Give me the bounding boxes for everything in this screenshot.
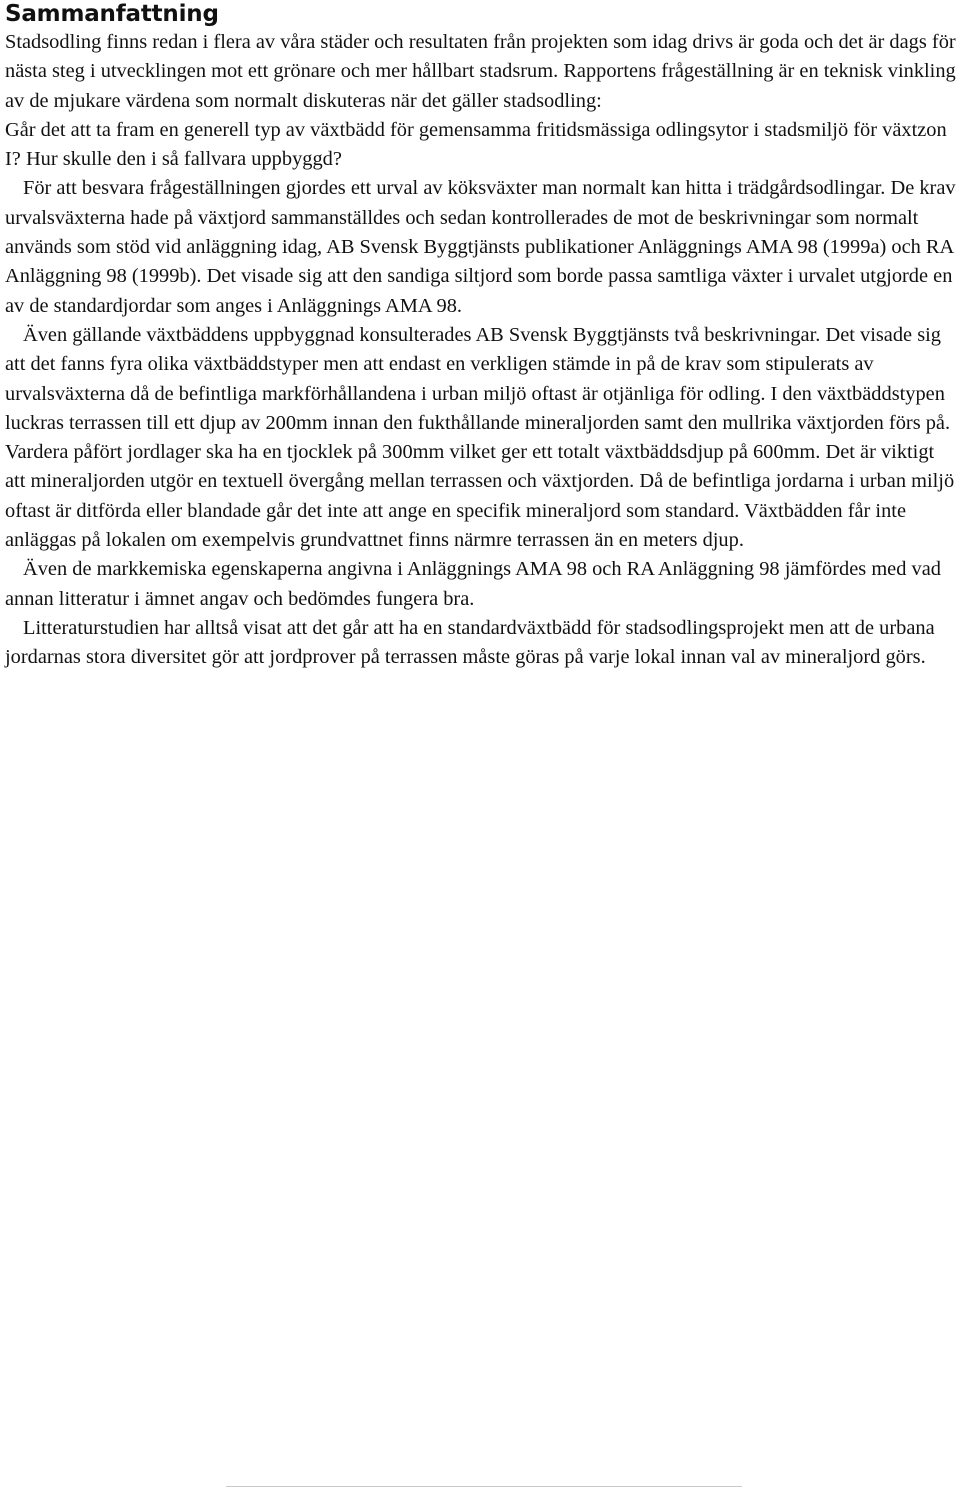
document-page — [5, 0, 957, 673]
paragraph-soil-chemistry: Även de markkemiska egenskaperna angivna i Anläggnings AMA 98 och RA Anläggning 98 jämfördes med vad annan litteratur i ämnet angav och bedömdes fungera bra. — [5, 558, 941, 610]
paragraph-question: Går det att ta fram en generell typ av växtbädd för gemensamma fritidsmässiga odlingsytor i stadsmiljö för växtzon I? Hur skulle den i så fallvara uppbyggd? — [5, 118, 947, 171]
footer-divider — [226, 1486, 742, 1487]
paragraph-conclusion: Litteraturstudien har alltså visat att det går att ha en standardväxtbädd för stadsodlingsprojekt men att de urbana jordarnas stora diversitet gör att jordprover på terrassen måste göras på varje lokal innan val av mineraljord görs. — [5, 616, 935, 669]
summary-body — [5, 28, 957, 673]
paragraph-intro: Stadsodling finns redan i flera av våra städer och resultaten från projekten som idag drivs är goda och det är dags för nästa steg i utvecklingen mot ett grönare och mer hållbart stadsrum. Rapportens frågeställning är en teknisk vinkling av de mjukare värdena som normalt diskuteras när det gäller stadsodling: — [5, 31, 956, 112]
paragraph-method: För att besvara frågeställningen gjordes ett urval av köksväxter man normalt kan hitta i trädgårdsodlingar. De krav urvalsväxterna hade på växtjord sammanställdes och sedan kontrollerades de mot de beskrivningar som normalt används som stöd vid anläggning idag, AB Svensk Byggtjänsts publikationer Anläggnings AMA 98 (1999a) och RA Anläggning 98 (1999b). Det visade sig att den sandiga siltjord som borde passa samtliga växter i urvalet utgjorde en av de standardjordar som anges i Anläggnings AMA 98. — [5, 177, 956, 317]
section-heading: Sammanfattning — [5, 1, 219, 27]
paragraph-bed-structure: Även gällande växtbäddens uppbyggnad konsulterades AB Svensk Byggtjänsts två beskrivningar. Det visade sig att det fanns fyra olika växtbäddstyper men att endast en verkligen stämde in på de krav som stipulerats av urvalsväxterna då de befintliga markförhållandena i urban miljö oftast är otjänliga för odling. I den växtbäddstypen luckras terrassen till ett djup av 200mm innan den fukthållande mineraljorden samt den mullrika växtjorden förs på. Vardera påfört jordlager ska ha en tjocklek på 300mm vilket ger ett totalt växtbäddsdjup på 600mm. Det är viktigt att mineraljorden utgör en textuell övergång mellan terrassen och växtjorden. Då de befintliga jordarna i urban miljö oftast är ditförda eller blandade går det inte att ange en specifik mineraljord som standard. Växtbädden får inte anläggas på lokalen om exempelvis grundvattnet finns närmre terrassen än en meters djup. — [5, 323, 955, 552]
